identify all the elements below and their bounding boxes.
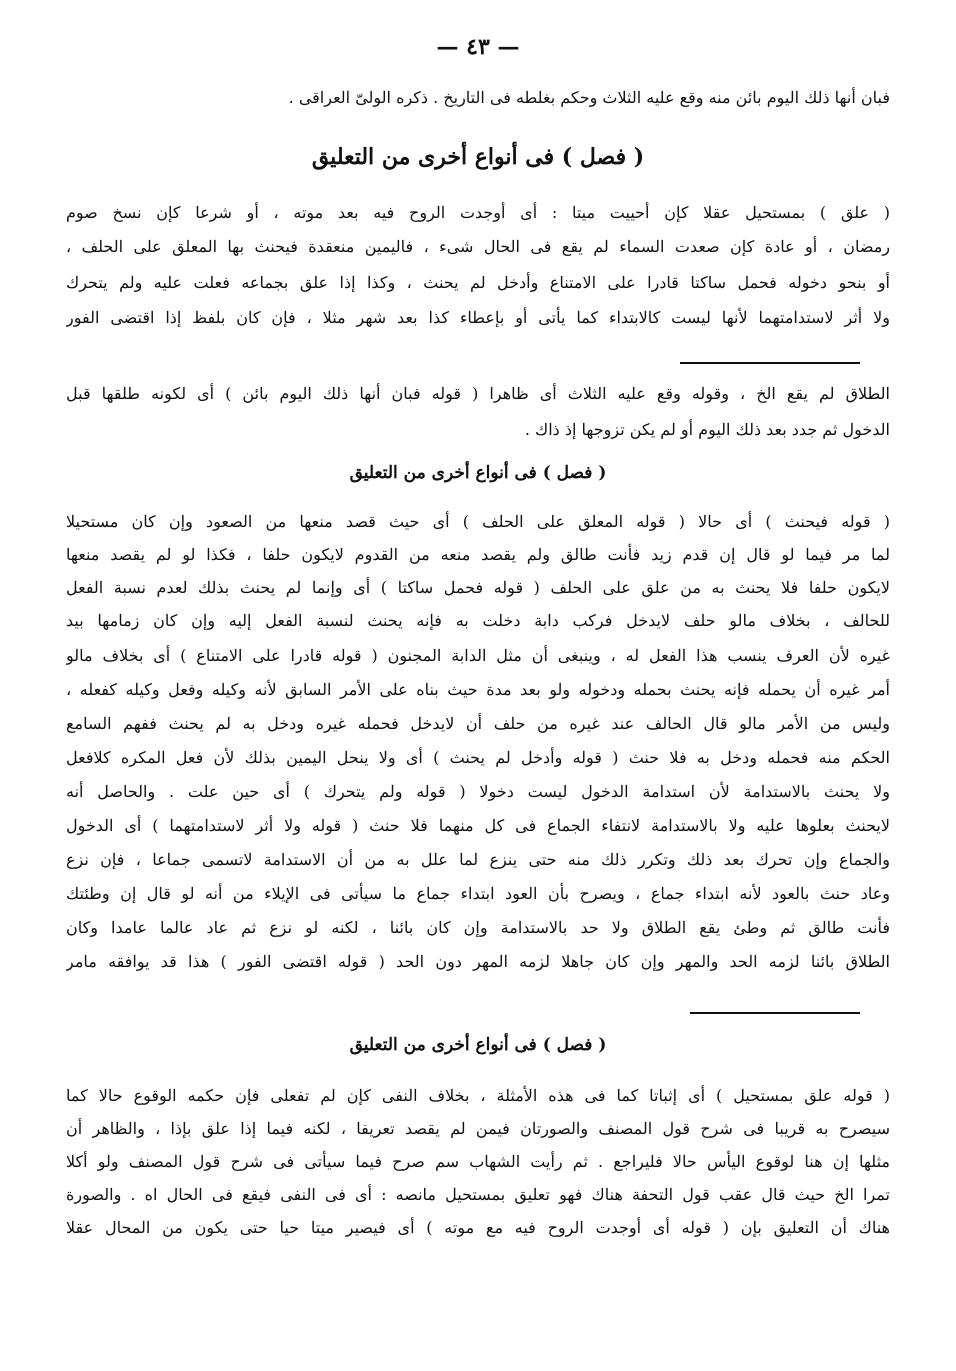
intro-line: فبان أنها ذلك اليوم بائن منه وقع عليه الثلاث وحكم بغلطه فى التاريخ . ذكره الولىّ العراقى . xyxy=(288,88,890,107)
section-separator-rule xyxy=(690,1012,860,1014)
commentary-line: فأنت طالق ثم وطئ يقع الطلاق ولا حد بالاستدامة وإن كان بائنا ، لكنه لو نزع ثم عاد عالما عامدا وكان xyxy=(66,918,890,937)
main-text-line: رمضان ، أو عادة كإن صعدت السماء لم يقع فى الحال شىء ، فاليمين منعقدة فيحنث بها المعلق على الحلف ، xyxy=(66,237,890,256)
commentary-line: أمر غيره أن يحمله فإنه يحنث بحمله ودخوله ولو بعد مدة حيث بناه على الأمر السابق لأنه وكيله وفعل وكيله كفعله ، xyxy=(66,680,890,699)
commentary-line: لايحنث بعلوها عليه ولا بالاستدامة لانتفاء الجماع فى كل منهما فلا حنث ( قوله ولا أثر لاستدامتهما ) أى الدخول xyxy=(66,816,890,835)
commentary-line: ( قوله علق بمستحيل ) أى إثباتا كما فى هذه الأمثلة ، بخلاف النفى كإن لم تفعلى فإن حكمه الوقوع حالا كما xyxy=(66,1086,890,1105)
commentary-line: مثلها إن هنا لوقوع اليأس حالا فليراجع . ثم رأيت الشهاب سم صرح فيما سيأتى فى شرح قول المصنف ولو أكلا xyxy=(66,1152,890,1171)
commentary-line: لما مر فيما لو قال إن قدم زيد فأنت طالق ولم يقصد منعه من القدوم لايكون حلفا ، فكذا لو لم يقصد منعها xyxy=(66,545,890,564)
commentary-line: وليس من الأمر مالو قال الحالف عند غيره من حلف أن لايدخل فحمله غيره ودخل به لم يحنث ففهم السامع xyxy=(66,714,890,733)
commentary-line: الدخول ثم جدد بعد ذلك اليوم أو لم يكن تزوجها إذ ذاك . xyxy=(524,420,890,439)
commentary-line: والجماع وإن تحرك بعد ذلك وتكرر ذلك منه حتى ينزع لما علل به من أن الاستدامة لاتسمى جماعا ، فإن نزع xyxy=(66,850,890,869)
commentary-line: ( قوله فيحنث ) أى حالا ( قوله المعلق على الحلف ) أى حيث قصد منعها من الصعود وإن كان مستحيلا xyxy=(66,512,890,531)
commentary-line: هناك أن التعليق بإن ( قوله أى أوجدت الروح فيه مع موته ) أى فيصير ميتا حيا حتى يكون من المحال عقلا xyxy=(66,1218,890,1237)
main-text-line: أو بنحو دخوله فحمل ساكتا قادرا على الامتناع وأدخل لم يحنث ، وكذا إذا علق بجماعه فعلت عليه ولم يتحرك xyxy=(66,273,890,292)
commentary-line: لايكون حلفا فلا يحنث به من علق على الحلف ( قوله فحمل ساكتا ) أى وإنما لم يحنث بذلك لعدم نسبة الفعل xyxy=(66,578,890,597)
commentary-line: وعاد حنث بالعود لأنه ابتداء جماع ، ويصرح بأن العود ابتداء جماع ما سيأتى فى الإيلاء من أنه لو قال إن وطئتك xyxy=(66,884,890,903)
main-section-heading: ( فصل ) فى أنواع أخرى من التعليق xyxy=(311,144,645,170)
commentary-line: تمرا الخ حيث قال عقب قول التحفة هناك فهو تعليق بمستحيل مانصه : أى فى النفى فيقع فى الحال اه . والصورة xyxy=(66,1185,890,1204)
commentary-line: الطلاق لم يقع الخ ، وقوله وقع عليه الثلاث أى ظاهرا ( قوله فبان أنها ذلك اليوم بائن ) أى لكونه طلقها قبل xyxy=(66,384,890,403)
commentary-section-heading: ( فصل ) فى أنواع أخرى من التعليق xyxy=(349,1035,607,1055)
main-text-line: ولا أثر لاستدامتهما لأنها ليست كالابتداء كما يأتى أو بإعطاء كذا بعد شهر مثلا ، فإن كان بلفظ إذا اقتضى الفور xyxy=(66,308,890,327)
footnote-separator-rule xyxy=(680,362,860,364)
commentary-section-heading: ( فصل ) فى أنواع أخرى من التعليق xyxy=(349,463,607,483)
main-text-line: ( علق ) بمستحيل عقلا كإن أحييت ميتا : أى أوجدت الروح فيه بعد موته ، أو شرعا كإن نسخ صوم xyxy=(66,203,890,222)
commentary-line: الطلاق بائنا لزمه الحد والمهر وإن كان جاهلا لزمه المهر دون الحد ( قوله اقتضى الفور ) هذا قد يوافقه مامر xyxy=(66,952,890,971)
commentary-line: غيره لأن العرف ينسب هذا الفعل له ، وينبغى أن مثل الدابة المجنون ( قوله قادرا على الامتناع ) أى بخلاف مالو xyxy=(66,646,890,665)
commentary-line: ولا يحنث بالاستدامة لأن استدامة الدخول ليست دخولا ( قوله ولم يتحرك ) أى حين علت . والحاصل أنه xyxy=(66,782,890,801)
commentary-line: للحالف ، بخلاف مالو حلف لايدخل فركب دابة دخلت به فإنه يحنث لنسبة الفعل إليه وإن كان زمامها بيد xyxy=(66,611,890,630)
commentary-line: سيصرح به قريبا فى شرح قول المصنف والصورتان فيمن لم يقصد تعريفا ، لكنه فيما إذا علق بإذا ، والظاهر أن xyxy=(66,1119,890,1138)
commentary-line: الحكم منه فحمله ودخل به فلا حنث ( قوله وأدخل لم يحنث ) أى ولا ينحل اليمين بذلك لأن فعل المكره كلافعل xyxy=(66,748,890,767)
page-number: — ٤٣ — xyxy=(436,34,520,60)
